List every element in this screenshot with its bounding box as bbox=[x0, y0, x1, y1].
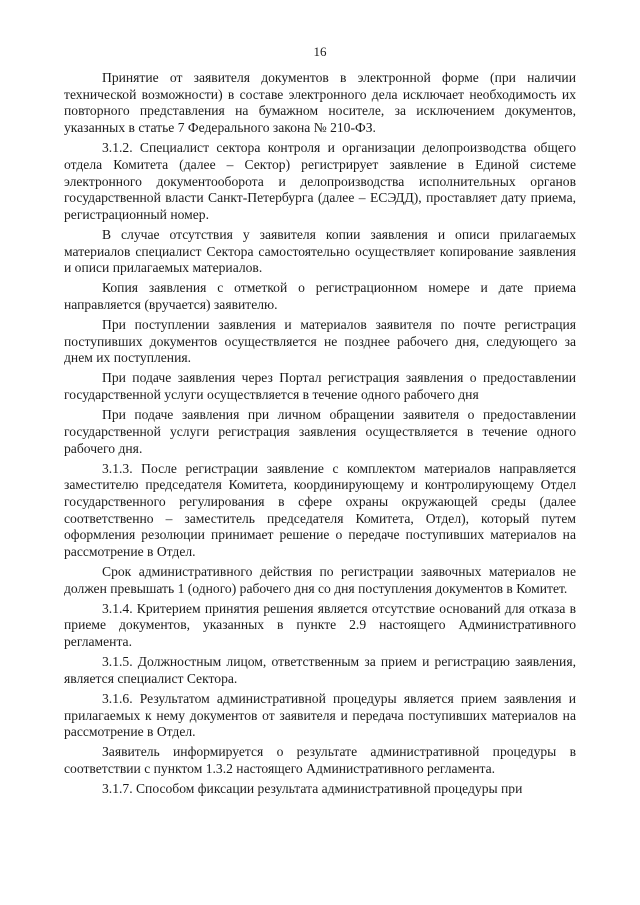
paragraph: Заявитель информируется о результате административной процедуры в соответствии с пунктом 1.3.2 настоящего Административного регламента. bbox=[64, 744, 576, 776]
paragraph: В случае отсутствия у заявителя копии заявления и описи прилагаемых материалов специалист Сектора самостоятельно осуществляет копирование заявления и описи прилагаемых материалов. bbox=[64, 226, 576, 276]
paragraph: Срок административного действия по регистрации заявочных материалов не должен превышать 1 (одного) рабочего дня со дня поступления документов в Комитет. bbox=[64, 564, 576, 596]
paragraph: 3.1.6. Результатом административной процедуры является прием заявления и прилагаемых к нему документов от заявителя и передача поступивших материалов на рассмотрение в Отдел. bbox=[64, 690, 576, 740]
paragraph: 3.1.3. После регистрации заявление с комплектом материалов направляется заместителю председателя Комитета, координирующему и контролирующему Отдел государственного регулирования в сфере охраны окружающей среды (далее соответственно – заместитель председателя Комитета, Отдел), который путем оформления резолюции принимает решение о передаче поступивших материалов на рассмотрение в Отдел. bbox=[64, 460, 576, 560]
paragraph: Копия заявления с отметкой о регистрационном номере и дате приема направляется (вручается) заявителю. bbox=[64, 280, 576, 313]
paragraph: При подаче заявления через Портал регистрация заявления о предоставлении государственной услуги осуществляется в течение одного рабочего дня bbox=[64, 370, 576, 403]
paragraph: Принятие от заявителя документов в электронной форме (при наличии технической возможности) в составе электронного дела исключает необходимость их повторного представления на бумажном носителе, за исключением документов, указанных в статье 7 Федерального закона № 210-ФЗ. bbox=[64, 70, 576, 136]
paragraph: 3.1.7. Способом фиксации результата административной процедуры при bbox=[102, 780, 523, 796]
page-number: 16 bbox=[313, 44, 327, 59]
paragraph: 3.1.5. Должностным лицом, ответственным за прием и регистрацию заявления, является специалист Сектора. bbox=[64, 654, 576, 686]
paragraph: При поступлении заявления и материалов заявителя по почте регистрация поступивших документов осуществляется не позднее рабочего дня, следующего за днем их поступления. bbox=[64, 317, 576, 366]
paragraph: 3.1.4. Критерием принятия решения является отсутствие оснований для отказа в приеме документов, указанных в пункте 2.9 настоящего Административного регламента. bbox=[64, 600, 576, 650]
paragraph: При подаче заявления при личном обращении заявителя о предоставлении государственной услуги регистрация заявления осуществляется в течение одного рабочего дня. bbox=[64, 407, 576, 456]
paragraph: 3.1.2. Специалист сектора контроля и организации делопроизводства общего отдела Комитета (далее – Сектор) регистрирует заявление в Единой системе электронного документооборота и делопроизводства исполнительных органов государственной власти Санкт-Петербурга (далее – ЕСЭДД), проставляет дату приема, регистрационный номер. bbox=[64, 140, 576, 222]
document-body bbox=[64, 70, 576, 801]
